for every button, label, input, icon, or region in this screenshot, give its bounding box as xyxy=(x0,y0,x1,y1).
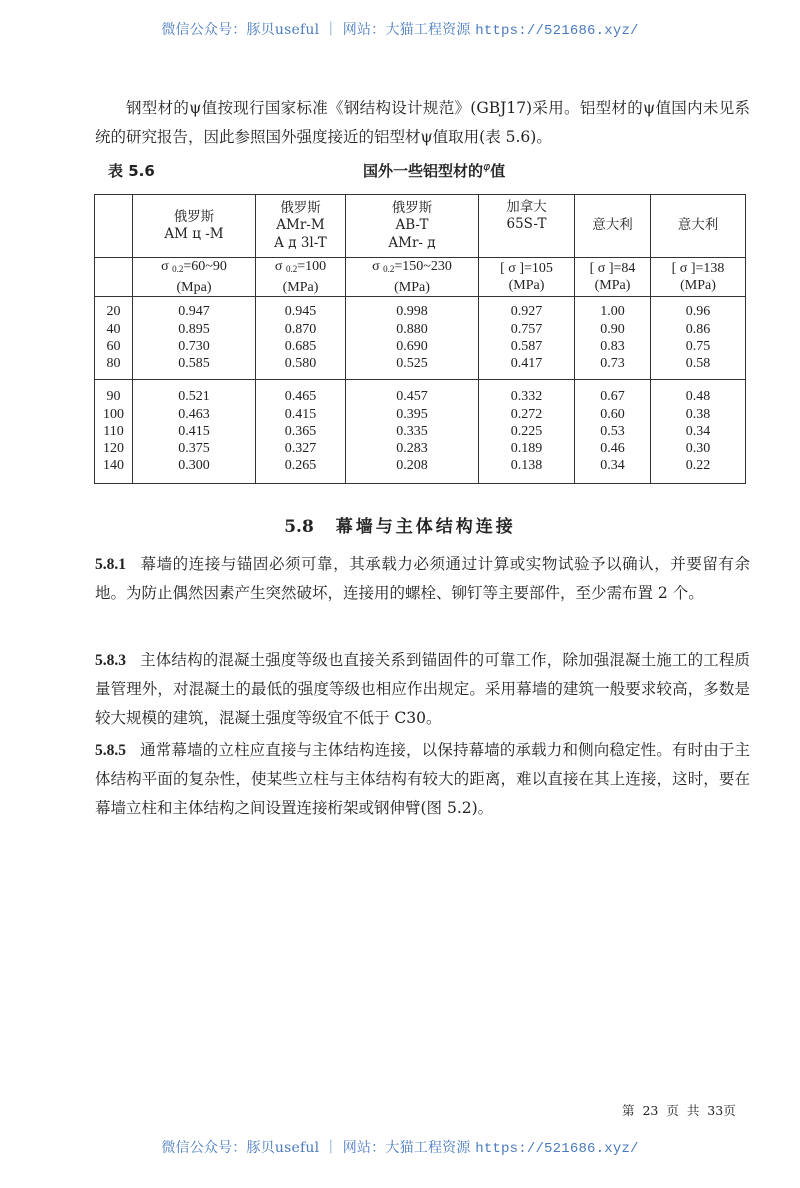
value-cell: 0.521 0.463 0.415 0.375 0.300 xyxy=(133,380,256,484)
units-cell-empty xyxy=(95,258,133,297)
watermark-text: 微信公众号：豚贝useful ｜ 网站：大猫工程资源 xyxy=(161,22,476,38)
watermark-text: 微信公众号：豚贝useful ｜ 网站：大猫工程资源 xyxy=(161,1140,476,1156)
page-number: 第 23 页 共 33页 xyxy=(622,1103,736,1118)
value-cell: 1.00 0.90 0.83 0.73 xyxy=(575,297,651,380)
lambda-cell: 20 40 60 80 xyxy=(95,297,133,380)
table-title: 国外一些铝型材的$^\varphi$值 xyxy=(363,160,506,180)
units-cell: σ $_{0.2}$=150~230 (MPa) xyxy=(346,258,479,297)
header-cell: 俄罗斯 AMr-M A д 3l-T xyxy=(256,195,346,258)
table-row-group-1 xyxy=(95,297,746,380)
table-header-row xyxy=(95,195,746,258)
intro-paragraph: 钢型材的ψ值按现行国家标准《钢结构设计规范》(GBJ17)采用。铝型材的ψ值国内未见系统的研究报告，因此参照国外强度接近的铝型材ψ值取用(表 5.6)。 xyxy=(95,99,750,146)
watermark-url[interactable]: https://521686.xyz/ xyxy=(475,1141,639,1157)
section-heading xyxy=(0,512,800,537)
units-cell: σ $_{0.2}$=60~90 (Mpa) xyxy=(133,258,256,297)
phi-symbol: φ xyxy=(483,160,491,173)
value-cell: 0.465 0.415 0.365 0.327 0.265 xyxy=(256,380,346,484)
value-cell: 0.96 0.86 0.75 0.58 xyxy=(651,297,746,380)
header-cell: 意大利 xyxy=(651,195,746,258)
watermark-footer xyxy=(0,1137,800,1157)
table-number: 表 5.6 xyxy=(108,162,155,180)
value-cell: 0.927 0.757 0.587 0.417 xyxy=(479,297,575,380)
header-cell-empty xyxy=(95,195,133,258)
value-cell: 0.48 0.38 0.34 0.30 0.22 xyxy=(651,380,746,484)
clause-number: 5.8.3 xyxy=(95,652,126,669)
watermark-header xyxy=(0,19,800,39)
clause-number: 5.8.1 xyxy=(95,556,126,573)
value-cell: 0.457 0.395 0.335 0.283 0.208 xyxy=(346,380,479,484)
clause-5-8-3 xyxy=(95,646,750,733)
clause-text: 主体结构的混凝土强度等级也直接关系到锚固件的可靠工作，除加强混凝土施工的工程质量管理外，对混凝土的最低的强度等级也相应作出规定。采用幕墙的建筑一般要求较高，多数是较大规模的建筑，混凝土强度等级宜不低于 C30。 xyxy=(95,651,750,727)
units-cell: [ σ ]=105 (MPa) xyxy=(479,258,575,297)
watermark-url[interactable]: https://521686.xyz/ xyxy=(475,23,639,39)
table-caption xyxy=(108,160,748,184)
clause-text: 通常幕墙的立柱应直接与主体结构连接，以保持幕墙的承载力和侧向稳定性。有时由于主体结构平面的复杂性，使某些立柱与主体结构有较大的距离，难以直接在其上连接，这时，要在幕墙立柱和主体结构之间设置连接桁架或钢伸臂(图 5.2)。 xyxy=(95,741,750,817)
units-cell: [ σ ]=84 (MPa) xyxy=(575,258,651,297)
units-cell: σ $_{0.2}$=100 (MPa) xyxy=(256,258,346,297)
table-units-row xyxy=(95,258,746,297)
table-row-group-2 xyxy=(95,380,746,484)
clause-text: 幕墙的连接与锚固必须可靠，其承载力必须通过计算或实物试验予以确认，并要留有余地。为防止偶然因素产生突然破坏，连接用的螺栓、铆钉等主要部件，至少需布置 2 个。 xyxy=(95,555,750,602)
header-cell: 意大利 xyxy=(575,195,651,258)
lambda-cell: 90 100 110 120 140 xyxy=(95,380,133,484)
clause-number: 5.8.5 xyxy=(95,742,126,759)
clause-5-8-1 xyxy=(95,550,750,608)
value-cell: 0.947 0.895 0.730 0.585 xyxy=(133,297,256,380)
units-cell: [ σ ]=138 (MPa) xyxy=(651,258,746,297)
header-cell: 加拿大 65S-T xyxy=(479,195,575,258)
value-cell: 0.67 0.60 0.53 0.46 0.34 xyxy=(575,380,651,484)
section-title: 幕墙与主体结构连接 xyxy=(335,517,516,537)
header-cell: 俄罗斯 AB-T AMr- д xyxy=(346,195,479,258)
phi-value-table xyxy=(94,194,746,484)
value-cell: 0.998 0.880 0.690 0.525 xyxy=(346,297,479,380)
value-cell: 0.945 0.870 0.685 0.580 xyxy=(256,297,346,380)
clause-5-8-5 xyxy=(95,736,750,823)
section-number: 5.8 xyxy=(284,517,314,537)
value-cell: 0.332 0.272 0.225 0.189 0.138 xyxy=(479,380,575,484)
header-cell: 俄罗斯 AM ц -M xyxy=(133,195,256,258)
